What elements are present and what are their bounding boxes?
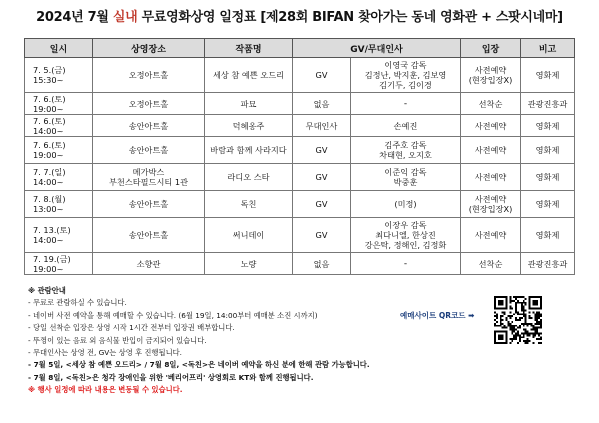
cell-entry — [461, 93, 521, 115]
note-item — [28, 347, 588, 359]
cell-gv-type: 없음 — [293, 253, 351, 275]
cell-line: 14:00~ — [33, 125, 64, 136]
cell-film: 파묘 — [205, 93, 293, 115]
cell-film: 라디오 스타 — [205, 164, 293, 191]
note-text: 뚜껑이 있는 음료 외 음식물 반입이 금지되어 있습니다. — [32, 335, 207, 345]
cell-venue — [93, 137, 205, 164]
header-note: 비고 — [521, 39, 575, 58]
cell-line: (현장입장X) — [468, 75, 513, 85]
cell-guests — [351, 137, 461, 164]
note-item-important — [28, 359, 588, 371]
note-bullet: - — [28, 335, 31, 345]
note-text: 7월 5일, <세상 참 예쁜 오드리> / 7월 8일, <독친>은 네이버 예약을 하신 분에 한해 관람 가능합니다. — [33, 360, 370, 370]
cell-line: 박중훈 — [393, 177, 418, 187]
cell-date — [25, 93, 93, 115]
cell-guests — [351, 191, 461, 218]
cell-venue — [93, 191, 205, 218]
cell-line: (현장입장X) — [468, 204, 513, 214]
cell-guests — [351, 115, 461, 137]
cell-gv-type: 무대인사 — [293, 115, 351, 137]
cell-line: 7. 6.(토) — [33, 115, 66, 126]
cell-line: 김기두, 김이경 — [379, 80, 432, 90]
cell-line: 이장우 감독 — [384, 220, 427, 230]
cell-note: 영화제 — [521, 58, 575, 93]
note-bullet: - — [28, 310, 31, 320]
cell-line: 소향관 — [136, 258, 161, 269]
cell-line: 7. 8.(월) — [33, 194, 66, 204]
cell-line: 14:00~ — [33, 177, 64, 187]
cell-gv-type: GV — [293, 191, 351, 218]
cell-note: 영화제 — [521, 137, 575, 164]
cell-line: 사전예약 — [474, 145, 507, 155]
cell-entry — [461, 164, 521, 191]
table-header-row — [25, 39, 575, 58]
note-bullet: - — [28, 360, 32, 370]
cell-line: 선착순 — [478, 98, 503, 109]
table-row — [25, 164, 575, 191]
cell-line: 강은탁, 정해인, 김정화 — [364, 240, 447, 250]
cell-film: 바람과 함께 사라지다 — [205, 137, 293, 164]
cell-film: 써니데이 — [205, 218, 293, 253]
cell-line: 최다니엘, 한상진 — [375, 230, 436, 240]
cell-line: 김주호 감독 — [384, 140, 427, 150]
cell-venue — [93, 115, 205, 137]
cell-entry — [461, 218, 521, 253]
cell-venue — [93, 253, 205, 275]
cell-line: 송안아트홀 — [128, 199, 169, 209]
cell-line: 선착순 — [478, 258, 503, 269]
schedule-change-warning: ※ 행사 일정에 따라 내용은 변동될 수 있습니다. — [28, 385, 183, 395]
cell-entry — [461, 253, 521, 275]
cell-line: 송안아트홀 — [128, 145, 169, 155]
cell-film: 노량 — [205, 253, 293, 275]
cell-line: 사전예약 — [474, 172, 507, 182]
table-row — [25, 253, 575, 275]
cell-date — [25, 58, 93, 93]
title-suffix: 무료영화상영 일정표 [제28회 BIFAN 찾아가는 동네 영화관 + 스팟시네마] — [137, 10, 563, 25]
cell-line: 오정아트홀 — [128, 70, 169, 80]
note-bullet: - — [28, 372, 32, 382]
cell-gv-type: GV — [293, 137, 351, 164]
note-text: 당일 선착순 입장은 상영 시작 1시간 전부터 입장권 배부합니다. — [32, 323, 235, 333]
note-bullet: - — [28, 298, 31, 308]
cell-line: 김정난, 박지훈, 김보영 — [364, 70, 447, 80]
table-row — [25, 191, 575, 218]
cell-line: 13:00~ — [33, 204, 64, 214]
cell-note: 관광진흥과 — [521, 93, 575, 115]
cell-line: 사전예약 — [474, 120, 507, 131]
cell-film: 덕혜옹주 — [205, 115, 293, 137]
notes-bold-list — [28, 359, 588, 384]
cell-line: 사전예약 — [474, 65, 507, 75]
schedule-body — [25, 58, 575, 275]
cell-entry — [461, 58, 521, 93]
cell-venue — [93, 58, 205, 93]
table-row — [25, 137, 575, 164]
cell-line: 송안아트홀 — [128, 230, 169, 240]
cell-line: 이영국 감독 — [384, 60, 427, 70]
cell-line: 이준익 감독 — [384, 167, 427, 177]
cell-line: 7. 6.(토) — [33, 140, 66, 150]
header-venue: 상영장소 — [93, 39, 205, 58]
booking-qr-code[interactable] — [494, 296, 542, 344]
cell-line: - — [403, 98, 408, 109]
header-gv: GV/무대인사 — [293, 39, 461, 58]
table-row — [25, 93, 575, 115]
cell-date — [25, 218, 93, 253]
cell-line: 19:00~ — [33, 103, 64, 114]
cell-line: 사전예약 — [474, 230, 507, 240]
qr-code-label: 예매사이트 QR코드 ➡ — [400, 311, 475, 320]
note-item-important — [28, 372, 588, 384]
cell-line: 손예진 — [393, 120, 418, 131]
cell-line: 메가박스 — [132, 167, 165, 177]
cell-note: 영화제 — [521, 218, 575, 253]
cell-guests — [351, 164, 461, 191]
cell-line: 송안아트홀 — [128, 120, 169, 131]
cell-guests — [351, 58, 461, 93]
notes-header: ※ 관람안내 — [28, 286, 66, 295]
cell-line: - — [403, 258, 408, 269]
cell-line: 7. 19.(금) — [33, 253, 71, 264]
cell-film: 세상 참 예쁜 오드리 — [205, 58, 293, 93]
note-bullet: - — [28, 348, 31, 358]
cell-line: 차태현, 오지호 — [379, 150, 432, 160]
cell-note: 영화제 — [521, 115, 575, 137]
table-row — [25, 115, 575, 137]
cell-line: 15:30~ — [33, 75, 64, 85]
note-text: 무대인사는 상영 전, GV는 상영 후 진행됩니다. — [32, 348, 182, 358]
cell-date — [25, 253, 93, 275]
cell-line: 14:00~ — [33, 235, 64, 245]
cell-venue — [93, 164, 205, 191]
note-text: 무료로 관람하실 수 있습니다. — [32, 298, 127, 308]
cell-line: 7. 5.(금) — [33, 65, 66, 75]
cell-entry — [461, 137, 521, 164]
cell-date — [25, 191, 93, 218]
cell-line: 7. 13.(토) — [33, 225, 71, 235]
cell-line: 오정아트홀 — [128, 98, 169, 109]
cell-line: 사전예약 — [474, 194, 507, 204]
table-row — [25, 58, 575, 93]
cell-gv-type: GV — [293, 164, 351, 191]
cell-line: 7. 7.(일) — [33, 167, 66, 177]
cell-note: 관광진흥과 — [521, 253, 575, 275]
header-film: 작품명 — [205, 39, 293, 58]
header-entry: 입장 — [461, 39, 521, 58]
note-text: 7월 8일, <독친>은 청각 장애인을 위한 '베리어프리' 상영회로 KT와 함께 진행됩니다. — [33, 372, 314, 382]
cell-line: 7. 6.(토) — [33, 93, 66, 104]
cell-line: 19:00~ — [33, 150, 64, 160]
table-row — [25, 218, 575, 253]
page-title — [0, 6, 599, 25]
title-prefix: 2024년 7월 — [36, 10, 113, 25]
cell-date — [25, 164, 93, 191]
cell-date — [25, 137, 93, 164]
cell-gv-type: GV — [293, 218, 351, 253]
cell-guests — [351, 218, 461, 253]
cell-gv-type: GV — [293, 58, 351, 93]
schedule-table — [24, 38, 575, 275]
note-bullet: - — [28, 323, 31, 333]
cell-venue — [93, 93, 205, 115]
cell-line: 19:00~ — [33, 263, 64, 274]
cell-note: 영화제 — [521, 164, 575, 191]
cell-venue — [93, 218, 205, 253]
cell-guests — [351, 253, 461, 275]
cell-film: 독친 — [205, 191, 293, 218]
cell-guests — [351, 93, 461, 115]
note-text: 네이버 사전 예약을 통해 예매할 수 있습니다. (6월 19일, 14:00부터 예매분 소진 시까지) — [32, 310, 318, 320]
cell-entry — [461, 115, 521, 137]
cell-entry — [461, 191, 521, 218]
cell-note: 영화제 — [521, 191, 575, 218]
cell-line: (미정) — [394, 199, 417, 209]
title-highlight: 실내 — [112, 10, 138, 25]
cell-gv-type: 없음 — [293, 93, 351, 115]
header-date: 일시 — [25, 39, 93, 58]
cell-line: 부천스타필드시티 1관 — [109, 177, 188, 187]
cell-date — [25, 115, 93, 137]
